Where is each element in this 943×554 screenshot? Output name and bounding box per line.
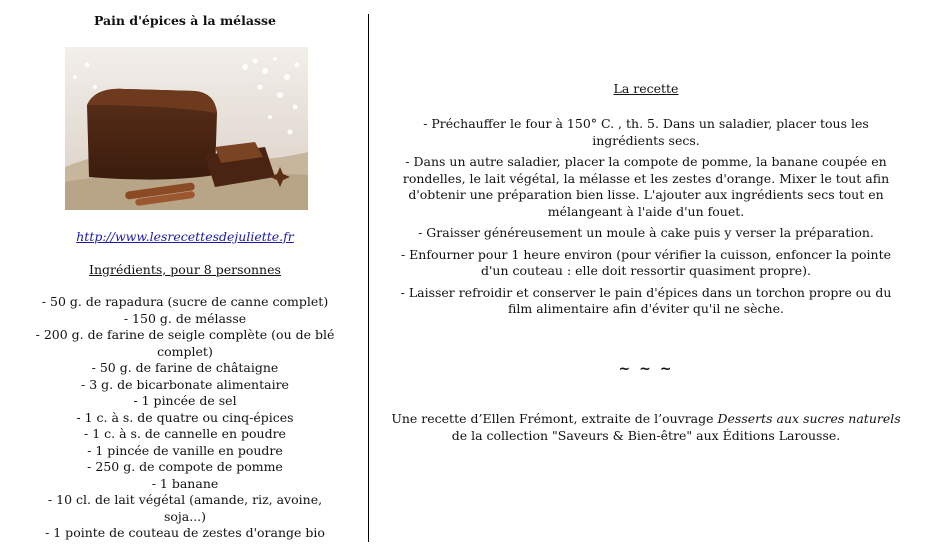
gingerbread-photo-drawing [65, 47, 308, 210]
instructions-column [390, 0, 902, 554]
column-divider [368, 14, 369, 542]
recipe-steps [390, 116, 902, 323]
ingredient-item: - 1 banane [151, 475, 219, 491]
recipe-step: - Préchauffer le four à 150° C. , th. 5. Dans un saladier, placer tous les ingrédients secs. [423, 116, 869, 148]
recipe-step: - Enfourner pour 1 heure environ (pour vérifier la cuisson, enfoncer la pointe d'un couteau : elle doit ressortir quasiment propre). [400, 246, 892, 278]
recipe-heading: La recette [613, 81, 679, 96]
ingredient-item: - 50 g. de rapadura (sucre de canne complet) [41, 294, 329, 309]
section-separator: ~ ~ ~ [618, 361, 674, 377]
ingredients-list [30, 294, 340, 542]
credit-text-start: Une recette d’Ellen Frémont, extraite de l’ouvrage [391, 411, 718, 426]
recipe-step: - Dans un autre saladier, placer la compote de pomme, la banane coupée en rondelles, le lait végétal, la mélasse et les zestes d'orange. Mixer le tout afin d'obtenir une préparation bien lisse. L'ajouter aux ingrédients secs tout en mélangeant à l'aide d'un fouet. [402, 154, 890, 219]
ingredient-item: - 200 g. de farine de seigle complète (ou de blé complet) [35, 327, 335, 359]
ingredient-item: - 1 pincée de sel [133, 393, 237, 408]
ingredient-item: - 10 cl. de lait végétal (amande, riz, avoine, soja...) [47, 492, 323, 524]
website-link[interactable]: http://www.lesrecettesdejuliette.fr [76, 229, 294, 244]
ingredients-column [0, 0, 370, 554]
ingredient-item: - 1 c. à s. de cannelle en poudre [84, 426, 286, 441]
ingredient-item: - 1 c. à s. de quatre ou cinq-épices [76, 409, 294, 425]
source-credit [390, 411, 902, 444]
credit-text-end: de la collection "Saveurs & Bien-être" aux Éditions Larousse. [451, 427, 841, 443]
recipe-step: - Laisser refroidir et conserver le pain d'épices dans un torchon propre ou du film alimentaire afin d'éviter qu'il ne sèche. [400, 284, 892, 316]
ingredient-item: - 3 g. de bicarbonate alimentaire [81, 376, 289, 392]
ingredient-item: - 50 g. de farine de châtaigne [91, 360, 279, 375]
ingredient-item: - 1 pointe de couteau de zestes d'orange bio [45, 525, 325, 540]
recipe-title: Pain d'épices à la mélasse [93, 13, 277, 28]
gingerbread-photo [65, 47, 308, 210]
ingredient-item: - 250 g. de compote de pomme [87, 459, 283, 474]
recipe-step: - Graisser généreusement un moule à cake puis y verser la préparation. [418, 225, 874, 240]
ingredient-item: - 150 g. de mélasse [123, 310, 247, 326]
book-title: Desserts aux sucres naturels [717, 411, 901, 426]
ingredients-heading: Ingrédients, pour 8 personnes [89, 262, 281, 277]
ingredient-item: - 1 pincée de vanille en poudre [87, 442, 283, 458]
